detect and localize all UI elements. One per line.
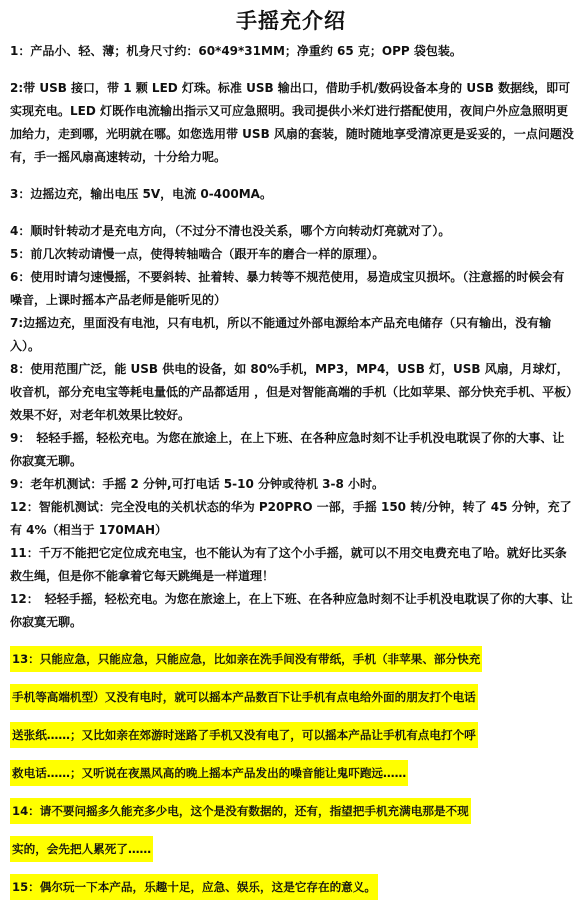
highlighted-line: 实的，会先把人累死了……: [10, 830, 576, 868]
paragraph-6: 6：使用时请匀速慢摇，不要斜转、扯着转、暴力转等不规范使用，易造成宝贝损坏。（注意摇的时候会有噪音，上课时摇本产品老师是能听见的）: [10, 270, 565, 307]
highlighted-line: 送张纸……；又比如亲在郊游时迷路了手机又没有电了，可以摇本产品让手机有点电打个呼: [10, 716, 576, 754]
paragraph-8: 8：使用范围广泛，能 USB 供电的设备，如 80%手机，MP3，MP4，USB 灯，USB 风扇，月球灯，收音机，部分充电宝等耗电量低的产品都适用 ，但是对智能高端的手机（比如苹果、部分快充手机、平板）效果不好，对老年机效果比较好。: [10, 362, 573, 422]
paragraph-7: 7:边摇边充，里面没有电池，只有电机，所以不能通过外部电源给本产品充电储存（只有输出，没有输入）。: [10, 316, 552, 353]
paragraph-4: 4：顺时针转动才是充电方向，（不过分不清也没关系，哪个方向转动灯亮就对了）。: [10, 224, 451, 238]
document-body: [10, 40, 576, 906]
highlighted-line: 14：请不要问摇多久能充多少电，这个是没有数据的，还有，指望把手机充满电那是不现: [10, 792, 576, 830]
paragraph-2: 2:带 USB 接口，带 1 颗 LED 灯珠。标准 USB 输出口，借助手机/数码设备本身的 USB 数据线，即可实现充电。LED 灯既作电流输出指示又可应急照明。我司提供小米灯进行搭配使用，夜间户外应急照明更加给力，走到哪，光明就在哪。如您选用带 USB 风扇的套装，随时随地享受清凉更是妥妥的，一点问题没有，手一摇风扇高速转动，十分给力呢。: [10, 81, 574, 164]
highlighted-line: 13：只能应急，只能应急，只能应急，比如亲在洗手间没有带纸，手机（非苹果、部分快充: [10, 640, 576, 678]
paragraph-5: 5：前几次转动请慢一点，使得转轴啮合（跟开车的磨合一样的原理）。: [10, 247, 385, 261]
highlighted-line: 手机等高端机型）又没有电时，就可以摇本产品数百下让手机有点电给外面的朋友打个电话: [10, 678, 576, 716]
page-title: 手摇充介绍: [236, 9, 346, 33]
paragraph-12: 11：千万不能把它定位成充电宝，也不能认为有了这个小手摇，就可以不用交电费充电了哈。就好比买条救生绳，但是你不能拿着它每天跳绳是一样道理！: [10, 546, 567, 583]
highlighted-line: 15：偶尔玩一下本产品，乐趣十足，应急、娱乐，这是它存在的意义。: [10, 868, 576, 906]
paragraph-10: 9：老年机测试：手摇 2 分钟,可打电话 5-10 分钟或待机 3-8 小时。: [10, 477, 385, 491]
highlighted-line: 救电话……；又听说在夜黑风高的晚上摇本产品发出的噪音能让鬼吓跑远……: [10, 754, 576, 792]
paragraph-13: 12： 轻轻手摇，轻松充电。为您在旅途上，在上下班、在各种应急时刻不让手机没电耽误了你的大事、让你寂寞无聊。: [10, 592, 573, 629]
highlighted-notes: [10, 640, 576, 906]
paragraph-9: 9： 轻轻手摇，轻松充电。为您在旅途上，在上下班、在各种应急时刻不让手机没电耽误了你的大事、让你寂寞无聊。: [10, 431, 565, 468]
paragraph-11: 12：智能机测试：完全没电的关机状态的华为 P20PRO 一部，手摇 150 转/分钟，转了 45 分钟，充了有 4%（相当于 170MAH）: [10, 500, 572, 537]
paragraph-3: 3：边摇边充，输出电压 5V，电流 0-400MA。: [10, 187, 272, 201]
paragraph-1: 1：产品小、轻、薄；机身尺寸约：60*49*31MM；净重约 65 克；OPP 袋包装。: [10, 44, 462, 58]
